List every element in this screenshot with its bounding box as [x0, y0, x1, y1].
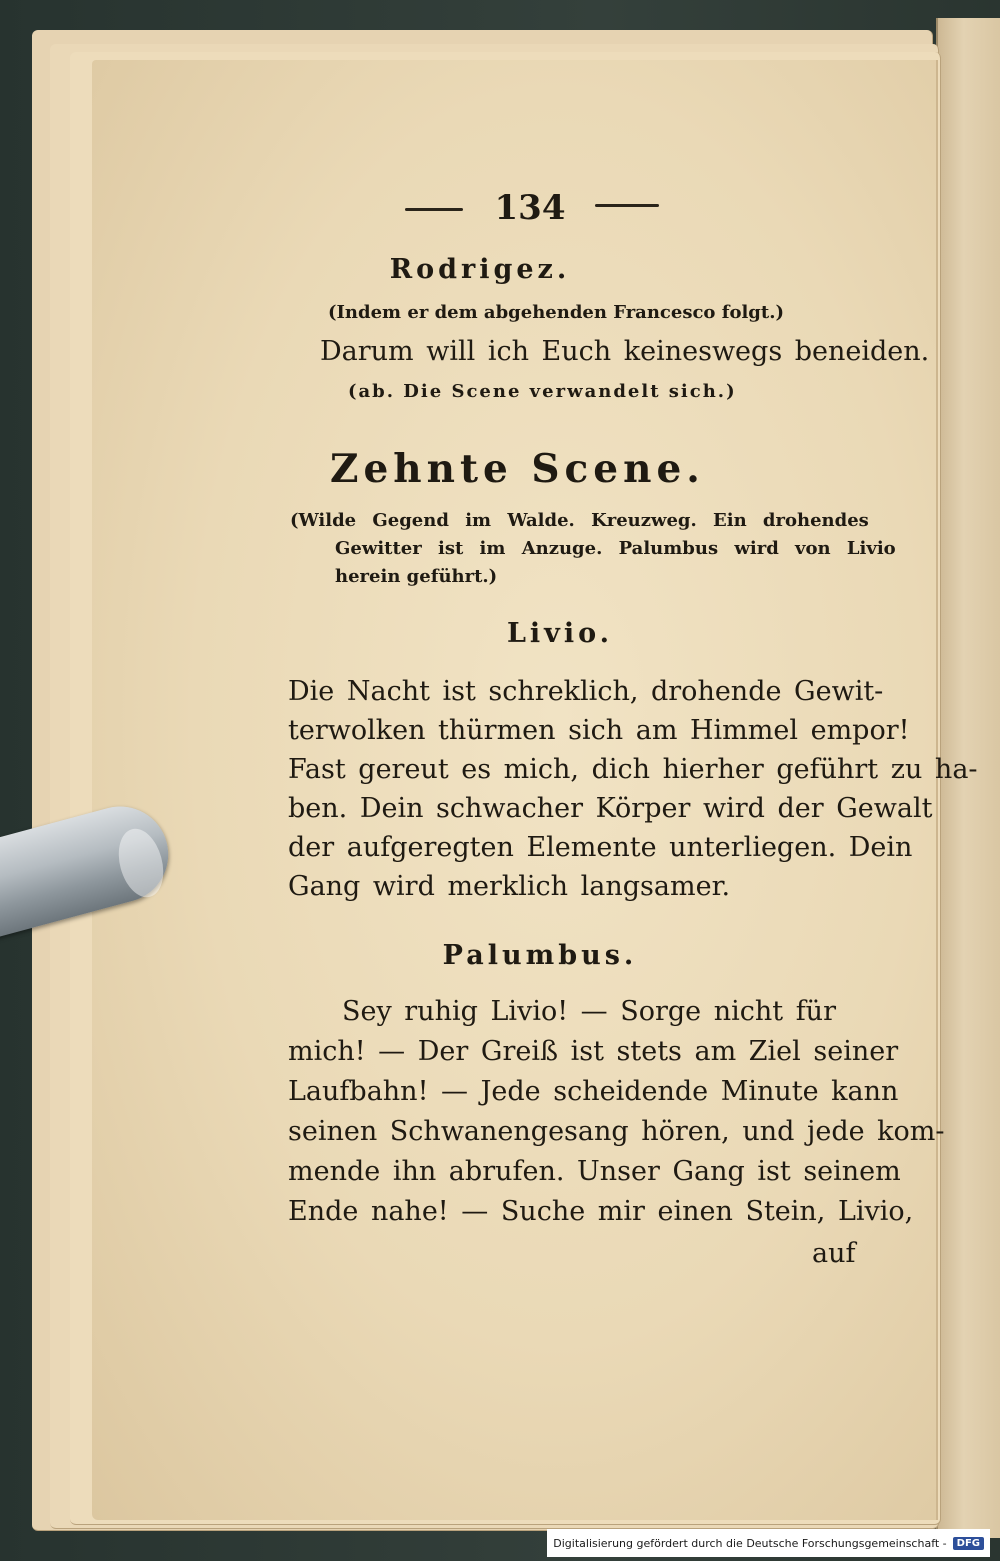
dialogue-line: Ende nahe! — Suche mir einen Stein, Livio, — [288, 1196, 914, 1227]
stage-direction: (Indem er dem abgehenden Francesco folgt.) — [328, 302, 784, 323]
dialogue-line: mich! — Der Greiß ist stets am Ziel seiner — [288, 1036, 899, 1067]
scene-direction-line: (Wilde Gegend im Walde. Kreuzweg. Ein drohendes — [290, 510, 869, 531]
header-rule-left — [405, 208, 463, 211]
dfg-logo: DFG — [953, 1537, 984, 1550]
scene-direction-line: Gewitter ist im Anzuge. Palumbus wird von Livio — [335, 538, 896, 559]
footer-text: Digitalisierung gefördert durch die Deutsche Forschungsgemeinschaft - — [553, 1536, 947, 1550]
dialogue-line: Die Nacht ist schreklich, drohende Gewit- — [288, 676, 884, 707]
catchword: auf — [812, 1238, 856, 1269]
speaker-name: Livio. — [506, 618, 614, 649]
dialogue-line: mende ihn abrufen. Unser Gang ist seinem — [288, 1156, 901, 1187]
speaker-name: Palumbus. — [442, 940, 638, 971]
dialogue-line: Gang wird merklich langsamer. — [288, 871, 731, 902]
dialogue-line: der aufgeregten Elemente unterliegen. Dein — [288, 832, 913, 863]
dialogue-line: terwolken thürmen sich am Himmel empor! — [288, 715, 910, 746]
digitization-footer — [547, 1529, 990, 1557]
dialogue-line: Fast gereut es mich, dich hierher geführt zu ha- — [288, 754, 978, 785]
scene-title: Zehnte Scene. — [330, 446, 705, 492]
dialogue-line: seinen Schwanengesang hören, und jede kom- — [288, 1116, 945, 1147]
dialogue-line: Darum will ich Euch keineswegs beneiden. — [320, 336, 930, 367]
speaker-name: Rodrigez. — [389, 254, 571, 285]
dialogue-line: ben. Dein schwacher Körper wird der Gewalt — [288, 793, 933, 824]
scene-direction-line: herein geführt.) — [335, 566, 498, 587]
page-number: 134 — [494, 188, 566, 228]
dialogue-line: Sey ruhig Livio! — Sorge nicht für — [342, 996, 836, 1027]
header-rule-right — [595, 204, 659, 207]
stage-direction: (ab. Die Scene verwandelt sich.) — [348, 381, 737, 402]
dialogue-line: Laufbahn! — Jede scheidende Minute kann — [288, 1076, 899, 1107]
